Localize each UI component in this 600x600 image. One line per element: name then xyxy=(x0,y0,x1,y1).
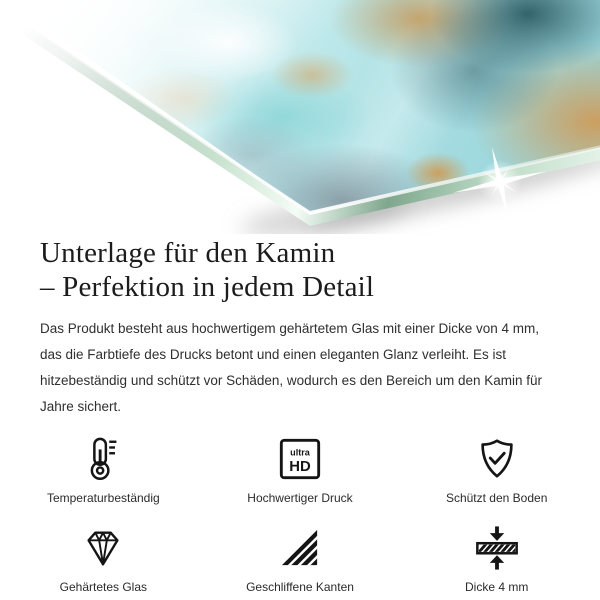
feature-temperature xyxy=(5,436,202,505)
shield-check-icon xyxy=(474,436,520,482)
feature-thickness xyxy=(398,525,595,594)
product-photo xyxy=(0,0,600,234)
ultra-hd-icon-text-bottom: HD xyxy=(289,458,311,475)
ultra-hd-icon-text-top: ultra xyxy=(290,447,310,458)
polished-edges-icon xyxy=(277,525,323,571)
feature-print-quality xyxy=(202,436,399,505)
feature-label: Schützt den Boden xyxy=(445,491,548,505)
page-title-line2: – Perfektion in jedem Detail xyxy=(40,271,375,303)
feature-label: Geschliffene Kanten xyxy=(246,580,354,594)
feature-label: Gehärtetes Glas xyxy=(59,580,148,594)
feature-label: Dicke 4 mm xyxy=(464,580,529,594)
feature-label: Hochwertiger Druck xyxy=(247,491,353,505)
thickness-arrows-icon xyxy=(474,525,520,571)
text-section xyxy=(0,236,600,420)
page-title-line1: Unterlage für den Kamin xyxy=(40,237,336,269)
feature-grid xyxy=(0,420,600,594)
thermometer-icon xyxy=(80,436,126,482)
feature-polished-edges xyxy=(202,525,399,594)
sparkle-icon xyxy=(440,122,560,234)
feature-label: Temperaturbeständig xyxy=(46,491,160,505)
diamond-icon xyxy=(80,525,126,571)
ultra-hd-icon xyxy=(277,436,323,482)
product-description: Das Produkt besteht aus hochwertigem gehärtetem Glas mit einer Dicke von 4 mm, das die Farbtiefe des Drucks betont und einen eleganten Glanz verleiht. Es ist hitzebeständig und schützt vor Schäden, wodurch es den Bereich um den Kamin für Jahre sichert. xyxy=(40,321,543,414)
feature-tempered-glass xyxy=(5,525,202,594)
page-title xyxy=(40,236,560,304)
feature-floor-protection xyxy=(398,436,595,505)
